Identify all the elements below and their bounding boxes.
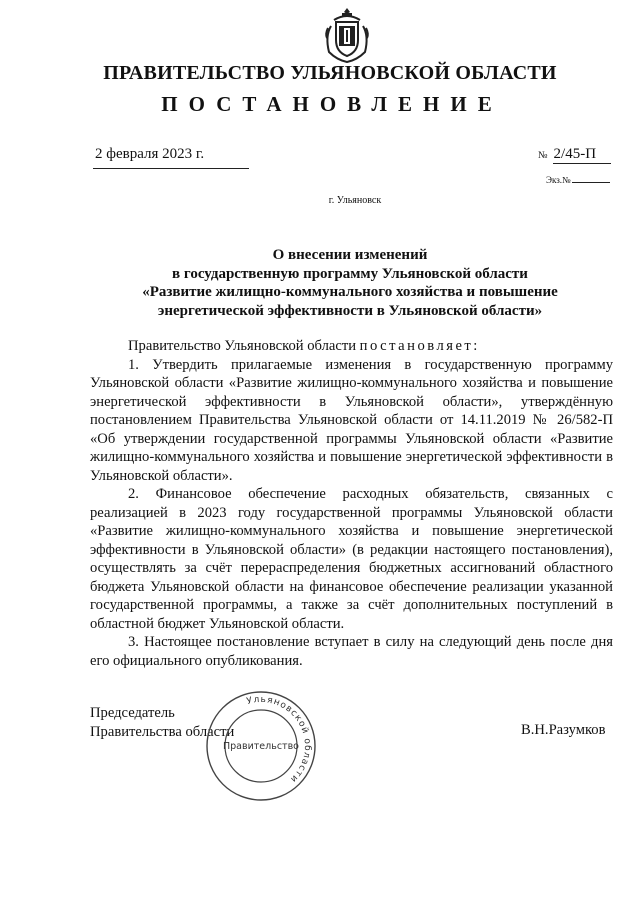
heading-line: «Развитие жилищно-коммунального хозяйства и повышение xyxy=(142,284,558,300)
intro-paragraph xyxy=(90,337,613,356)
document-type: ПОСТАНОВЛЕНИЕ xyxy=(161,92,503,116)
government-title: ПРАВИТЕЛЬСТВО УЛЬЯНОВСКОЙ ОБЛАСТИ xyxy=(103,62,557,84)
paragraph-2: 2. Финансовое обеспечение расходных обязательств, связанных с реализацией в 2023 году государственной программы Ульяновской области «Развитие жилищно-коммунального хозяйства и повышение энергетической эффективности в Ульяновской области» (в редакции настоящего постановления), осуществлять за счёт перераспределения бюджетных ассигнований областного бюджета Ульяновской области на финансовое обеспечение реализации указанной государственной программы, а также за счёт дополнительных поступлений в областной бюджет Ульяновской области. xyxy=(90,486,613,632)
document-number xyxy=(538,146,596,163)
intro-prefix: Правительство Ульяновской области xyxy=(128,338,357,354)
document-heading xyxy=(110,246,590,320)
signatory-title-line: Правительства области xyxy=(90,723,235,740)
number-underline xyxy=(553,163,611,164)
heading-line: в государственную программу Ульяновской области xyxy=(172,265,528,282)
paragraph-1: 1. Утвердить прилагаемые изменения в государственную программу Ульяновской области «Развитие жилищно-коммунального хозяйства и повышение энергетической эффективности в Ульяновской области», утверждённую постановлением Правительства Ульяновской области от 14.11.2019 № 26/582-П «Об утверждении государственной программы Ульяновской области «Развитие жилищно-коммунального хозяйства и повышение энергетической эффективности в Ульяновской области». xyxy=(90,356,613,484)
heading-line: энергетической эффективности в Ульяновской области» xyxy=(157,302,543,319)
stamp-center-text: Правительство xyxy=(223,741,299,752)
official-stamp xyxy=(205,690,317,802)
paragraph-3: 3. Настоящее постановление вступает в силу на следующий день после дня его официального опубликования. xyxy=(90,634,613,669)
heading-line: О внесении изменений xyxy=(272,247,428,263)
intro-verb: постановляет: xyxy=(359,338,480,354)
number-value: 2/45-П xyxy=(553,146,597,162)
copy-blank xyxy=(572,182,610,183)
coat-of-arms-emblem xyxy=(322,6,372,64)
number-sign: № xyxy=(538,150,548,161)
date-underline xyxy=(93,168,249,169)
document-date: 2 февраля 2023 г. xyxy=(95,146,205,162)
stamp-ring-text: Ульяновской области xyxy=(245,694,313,785)
document-body xyxy=(90,337,613,670)
signatory-title-line: Председатель xyxy=(90,705,175,721)
copy-number xyxy=(546,175,610,185)
city: г. Ульяновск xyxy=(328,195,382,206)
copy-label: Экз.№ xyxy=(546,175,571,185)
signatory-name: В.Н.Разумков xyxy=(521,722,606,738)
